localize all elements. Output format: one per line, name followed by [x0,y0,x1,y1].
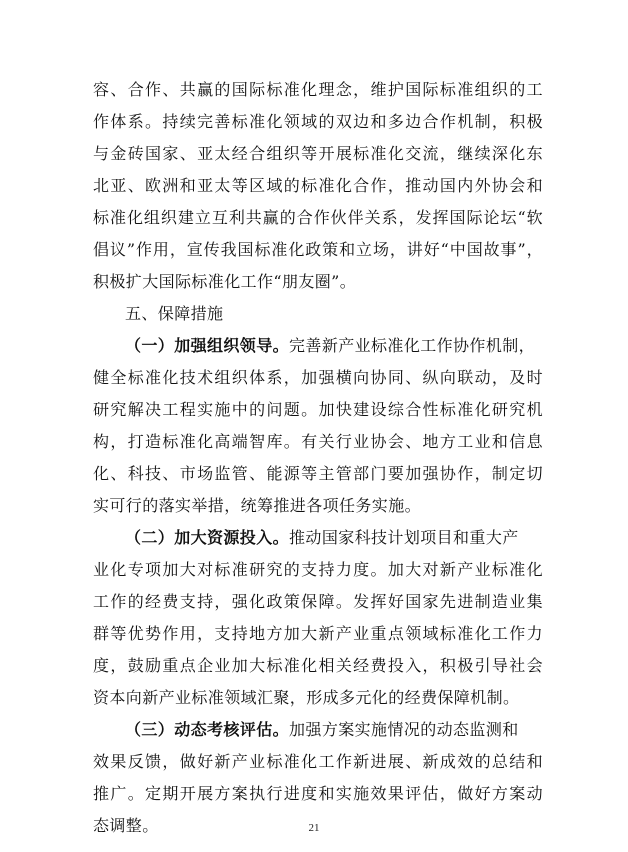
paragraph-line: 与金砖国家、亚太经合组织等开展标准化交流，继续深化东 [93,144,543,163]
paragraph-line: 构，打造标准化高端智库。有关行业协会、地方工业和信息 [93,432,543,451]
subsection-heading: （三）动态考核评估。 [125,720,290,739]
paragraph-line: 群等优势作用，支持地方加大新产业重点领域标准化工作力 [93,624,543,643]
paragraph-line: 态调整。 [93,816,159,835]
paragraph-line: 化、科技、市场监管、能源等主管部门要加强协作，制定切 [93,464,543,483]
section-heading: 五、保障措施 [125,304,224,323]
paragraph-line: 容、合作、共赢的国际标准化理念，维护国际标准组织的工 [93,80,543,99]
subsection-heading: （二）加大资源投入。 [125,528,290,547]
paragraph-line: 实可行的落实举措，统筹推进各项任务实施。 [93,496,422,515]
paragraph-line: 北亚、欧洲和亚太等区域的标准化合作，推动国内外协会和 [93,176,543,195]
paragraph-line: 积极扩大国际标准化工作“朋友圈”。 [93,272,357,291]
paragraph-line: 健全标准化技术组织体系，加强横向协同、纵向联动，及时 [93,368,543,387]
page-number: 21 [308,822,320,834]
paragraph-line [125,714,543,746]
paragraph-line [125,522,543,554]
paragraph-text: 推动国家科技计划项目和重大产 [289,528,519,547]
paragraph-line: 度，鼓励重点企业加大标准化相关经费投入，积极引导社会 [93,656,543,675]
paragraph-text: 完善新产业标准化工作协作机制， [289,336,536,355]
paragraph-line: 资本向新产业标准领域汇聚，形成多元化的经费保障机制。 [93,688,520,707]
paragraph-line: 作体系。持续完善标准化领域的双边和多边合作机制，积极 [93,112,543,131]
paragraph-line: 倡议”作用，宣传我国标准化政策和立场，讲好“中国故事”， [93,240,543,259]
paragraph-line: 效果反馈，做好新产业标准化工作新进展、新成效的总结和 [93,752,543,771]
paragraph-line: 工作的经费支持，强化政策保障。发挥好国家先进制造业集 [93,592,543,611]
paragraph-line: 业化专项加大对标准研究的支持力度。加大对新产业标准化 [93,560,543,579]
paragraph-line: 标准化组织建立互利共赢的合作伙伴关系，发挥国际论坛“软 [93,208,543,227]
paragraph-line: 研究解决工程实施中的问题。加快建设综合性标准化研究机 [93,400,543,419]
paragraph-line: 推广。定期开展方案执行进度和实施效果评估，做好方案动 [93,784,543,803]
paragraph-line [125,330,543,362]
subsection-heading: （一）加强组织领导。 [125,336,290,355]
paragraph-text: 加强方案实施情况的动态监测和 [289,720,519,739]
